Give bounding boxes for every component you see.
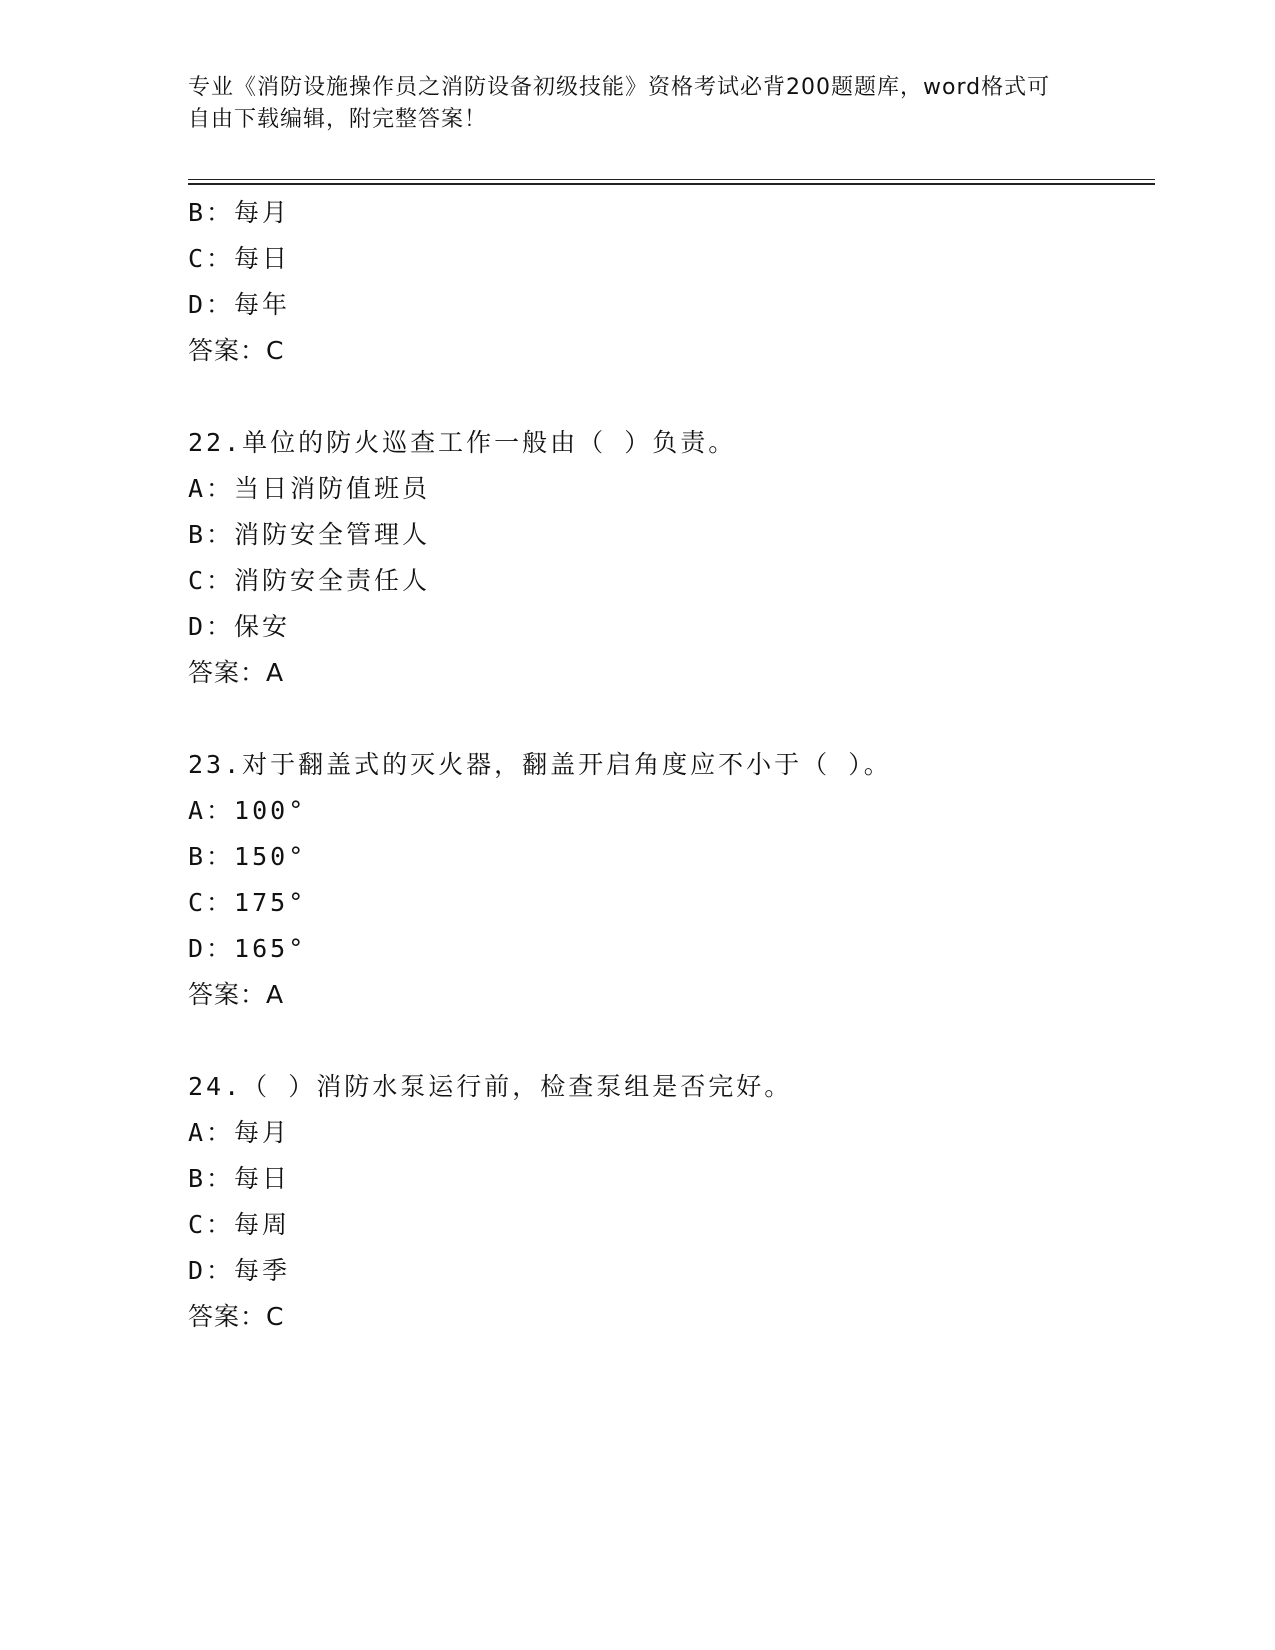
answer-line: 答案：C bbox=[188, 1302, 285, 1331]
question-continued bbox=[188, 190, 1148, 374]
header-rule-top bbox=[188, 179, 1155, 180]
option-b: B：消防安全管理人 bbox=[188, 520, 431, 549]
question-stem: 22.单位的防火巡查工作一般由（ ）负责。 bbox=[188, 428, 737, 457]
option-c: C：每周 bbox=[188, 1210, 291, 1239]
header-rule-bottom bbox=[188, 183, 1155, 185]
question-23 bbox=[188, 742, 1148, 1018]
document-header: 专业《消防设施操作员之消防设备初级技能》资格考试必背200题题库，word格式可自由下载编辑，附完整答案！ bbox=[188, 75, 1051, 132]
question-24 bbox=[188, 1064, 1148, 1340]
option-d: D：每年 bbox=[188, 290, 291, 319]
option-b: B：每月 bbox=[188, 198, 291, 227]
answer-line: 答案：C bbox=[188, 336, 285, 365]
option-c: C：175° bbox=[188, 888, 307, 917]
option-d: D：保安 bbox=[188, 612, 291, 641]
option-a: A：100° bbox=[188, 796, 307, 825]
question-stem: 24.（ ）消防水泵运行前，检查泵组是否完好。 bbox=[188, 1072, 793, 1101]
question-stem: 23.对于翻盖式的灭火器，翻盖开启角度应不小于（ ）。 bbox=[188, 750, 892, 779]
option-b: B：每日 bbox=[188, 1164, 291, 1193]
answer-line: 答案：A bbox=[188, 980, 285, 1009]
option-d: D：165° bbox=[188, 934, 307, 963]
option-c: C：消防安全责任人 bbox=[188, 566, 431, 595]
answer-line: 答案：A bbox=[188, 658, 285, 687]
option-a: A：每月 bbox=[188, 1118, 291, 1147]
question-22 bbox=[188, 420, 1148, 696]
option-c: C：每日 bbox=[188, 244, 291, 273]
option-a: A：当日消防值班员 bbox=[188, 474, 431, 503]
option-d: D：每季 bbox=[188, 1256, 291, 1285]
option-b: B：150° bbox=[188, 842, 307, 871]
question-list bbox=[188, 190, 1148, 1340]
